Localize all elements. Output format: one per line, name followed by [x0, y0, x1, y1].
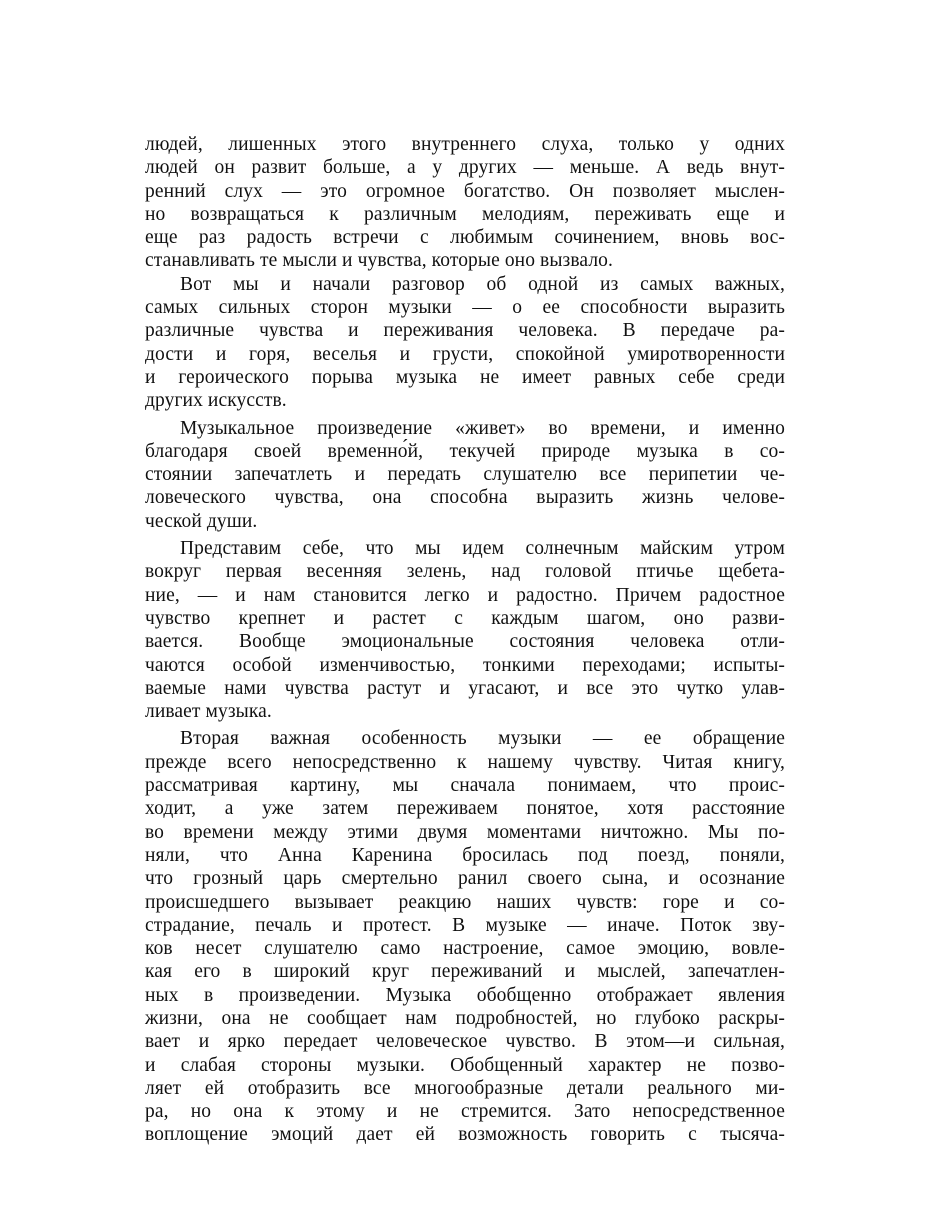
text-line: во времени между этими двумя моментами ничтожно. Мы по-	[145, 821, 785, 843]
text-line: чаются особой изменчивостью, тонкими переходами; испыты-	[145, 654, 785, 676]
text-line: Вторая важная особенность музыки — ее обращение	[180, 728, 785, 750]
text-line: кая его в широкий круг переживаний и мыслей, запечатлен-	[145, 961, 785, 983]
paragraph-1	[145, 133, 785, 273]
paragraph-4	[145, 537, 785, 723]
text-line: благодаря своей временно́й, текучей природе музыка в со-	[145, 440, 785, 462]
text-line: ренний слух — это огромное богатство. Он позволяет мыслен-	[145, 180, 785, 202]
text-line: рассматривая картину, мы сначала понимаем, что проис-	[145, 775, 785, 797]
text-line: вокруг первая весенняя зелень, над головой птичье щебета-	[145, 561, 785, 583]
text-line: Вот мы и начали разговор об одной из самых важных,	[180, 273, 785, 295]
text-line: Музыкальное произведение «живет» во времени, и именно	[180, 417, 785, 439]
text-line: жизни, она не сообщает нам подробностей, но глубоко раскры-	[145, 1007, 785, 1029]
text-line: ловеческого чувства, она способна выразить жизнь челове-	[145, 487, 785, 509]
text-line: чувство крепнет и растет с каждым шагом, оно разви-	[145, 607, 785, 629]
text-line: ние, — и нам становится легко и радостно. Причем радостное	[145, 584, 785, 606]
text-line: еще раз радость встречи с любимым сочинением, вновь вос-	[145, 227, 785, 249]
paragraph-5	[145, 727, 785, 1146]
text-line: стоянии запечатлеть и передать слушателю все перипетии че-	[145, 464, 785, 486]
text-line: различные чувства и переживания человека. В передаче ра-	[145, 320, 785, 342]
text-line: ляет ей отобразить все многообразные детали реального ми-	[145, 1077, 785, 1099]
text-line: воплощение эмоций дает ей возможность говорить с тысяча-	[145, 1124, 785, 1146]
text-line: других искусств.	[145, 390, 287, 412]
text-line: происшедшего вызывает реакцию наших чувств: горе и со-	[145, 891, 785, 913]
text-line: ра, но она к этому и не стремится. Зато непосредственное	[145, 1101, 785, 1123]
text-line: и слабая стороны музыки. Обобщенный характер не позво-	[145, 1054, 785, 1076]
text-line: станавливать те мысли и чувства, которые оно вызвало.	[145, 250, 613, 272]
text-line: ваемые нами чувства растут и угасают, и все это чутко улав-	[145, 677, 785, 699]
text-line: дости и горя, веселья и грусти, спокойной умиротворенности	[145, 343, 785, 365]
text-line: вается. Вообще эмоциональные состояния человека отли-	[145, 631, 785, 653]
text-line: ходит, а уже затем переживаем понятое, хотя расстояние	[145, 798, 785, 820]
text-line: самых сильных сторон музыки — о ее способности выразить	[145, 297, 785, 319]
text-line: Представим себе, что мы идем солнечным майским утром	[180, 538, 785, 560]
paragraph-2	[145, 273, 785, 413]
text-line: ков несет слушателю само настроение, самое эмоцию, вовле-	[145, 938, 785, 960]
text-line: вает и ярко передает человеческое чувство. В этом—и сильная,	[145, 1031, 785, 1053]
text-line: но возвращаться к различным мелодиям, переживать еще и	[145, 203, 785, 225]
text-line: людей он развит больше, а у других — меньше. А ведь внут-	[145, 157, 785, 179]
text-line: и героического порыва музыка не имеет равных себе среди	[145, 366, 785, 388]
text-line: ливает музыка.	[145, 701, 272, 723]
paragraph-3	[145, 417, 785, 533]
text-line: страдание, печаль и протест. В музыке — иначе. Поток зву-	[145, 914, 785, 936]
text-line: что грозный царь смертельно ранил своего сына, и осознание	[145, 868, 785, 890]
page-text	[145, 133, 785, 1147]
text-line: няли, что Анна Каренина бросилась под поезд, поняли,	[145, 844, 785, 866]
text-line: ных в произведении. Музыка обобщенно отображает явления	[145, 984, 785, 1006]
text-line: ческой души.	[145, 510, 258, 532]
text-line: прежде всего непосредственно к нашему чувству. Читая книгу,	[145, 751, 785, 773]
text-line: людей, лишенных этого внутреннего слуха, только у одних	[145, 134, 785, 155]
